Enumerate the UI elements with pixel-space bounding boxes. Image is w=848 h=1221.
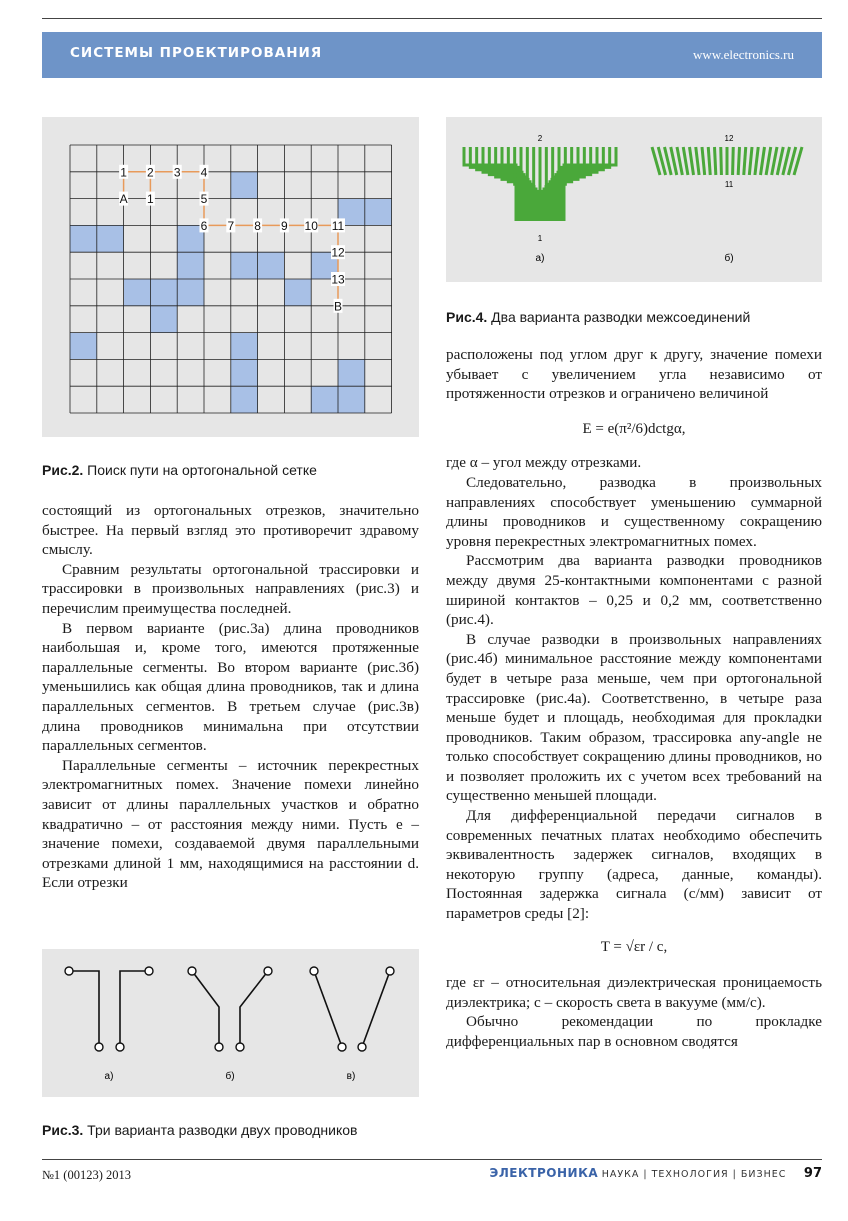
paragraph: расположены под углом друг к другу, значение помехи убывает с увеличением угла независимо от протяженности отрезков и ограничено величиной <box>446 346 822 403</box>
grid-label: 12 <box>331 245 345 260</box>
paragraph: В случае разводки в произвольных направлениях (рис.4б) минимальное расстояние между компонентами будет в четыре раза меньше, чем при ортогональной трассировке (рис.4а). Соответственно, в четыре раза меньше будет и площадь, необходимая для прокладки проводников. Таким образом, трассировка any-angle не только способствует сокращению длины проводников, но и позволяет проложить их с учетом всех требований на существенно меньшей площади. <box>446 630 822 805</box>
grid-label: A <box>119 192 128 207</box>
label-b: б) <box>225 1071 235 1082</box>
orthogonal-wiring-a <box>464 147 616 221</box>
bottom-rule <box>42 1159 822 1160</box>
anyangle-wiring-b <box>652 147 802 175</box>
label-a-top: 2 <box>537 134 543 143</box>
grid-label: 5 <box>200 192 208 207</box>
grid-label: 10 <box>304 218 318 233</box>
grid-label: 3 <box>173 165 181 180</box>
paragraph: Для дифференциальной передачи сигналов в современных печатных платах необходимо обеспечить эквивалентность задержек сигналов, входящих в некоторую группу (адреса, данные, команды). Постоянная задержка сигнала (с/мм) зависит от параметров среды [2]: <box>446 807 822 923</box>
grid-label: 2 <box>147 165 154 180</box>
section-title: СИСТЕМЫ ПРОЕКТИРОВАНИЯ <box>70 45 323 61</box>
orthogonal-grid <box>42 117 419 437</box>
top-rule <box>42 18 822 19</box>
paragraph: Сравним результаты ортогональной трассировки и трассировки в произвольных направлениях (рис.3) и перечислим преимущества последней. <box>42 560 419 617</box>
figure-3-caption: Рис.3. Три варианта разводки двух проводников <box>42 1122 358 1138</box>
formula-crosstalk: E = e(π²/6)dctgα, <box>582 420 686 437</box>
section-header <box>42 32 822 78</box>
page-number: 97 <box>803 1166 822 1181</box>
grid-label: 4 <box>200 165 208 180</box>
issue-number: №1 (00123) 2013 <box>42 1168 132 1182</box>
paragraph: где α – угол между отрезками. <box>446 454 642 472</box>
paragraph: Следовательно, разводка в произвольных направлениях способствует уменьшению суммарной длины проводников и существенному сокращению уровня перекрестных электромагнитных помех. <box>446 473 822 550</box>
figure-3 <box>42 949 419 1097</box>
grid-label: 1 <box>120 165 127 180</box>
right-column <box>446 345 822 1052</box>
figure-4-caption: Рис.4. Два варианта разводки межсоединений <box>446 309 751 325</box>
paragraph: В первом варианте (рис.3а) длина проводников наибольшая и, кроме того, имеются протяженные параллельные сегменты. Во втором варианте (рис.3б) уменьшились как общая длина проводников, так и длина параллельных сегментов. В третьем случае (рис.3в) длина проводников минимальна при отсутствии параллельных сегментов. <box>42 619 419 755</box>
label-a: а) <box>535 253 545 264</box>
label-a-bottom: 1 <box>537 234 543 243</box>
paragraph: Рассмотрим два варианта разводки проводников между двумя 25-контактными компонентами с разной шириной контактов – 0,25 и 0,2 мм, соответственно (рис.4). <box>446 552 822 629</box>
wiring-variants <box>446 117 822 282</box>
grid-label: 9 <box>281 218 288 233</box>
figure-4 <box>446 117 822 282</box>
label-b-bottom: 11 <box>724 180 734 189</box>
magazine-tagline: НАУКА | ТЕХНОЛОГИЯ | БИЗНЕС <box>601 1169 787 1180</box>
label-a: а) <box>104 1071 114 1082</box>
footer-brand <box>490 1166 822 1181</box>
grid-label: 13 <box>331 272 345 287</box>
paragraph: Параллельные сегменты – источник перекрестных электромагнитных помех. Значение помехи линейно зависит от длины параллельных участков и обратно квадратично – от расстояния между ними. Пусть e – значение помехи, создаваемой двумя параллельными отрезками длиной 1 мм, находящимися на расстоянии d. Если отрезки <box>42 756 419 892</box>
label-c: в) <box>346 1071 356 1082</box>
grid-label: 1 <box>147 192 154 207</box>
formula-delay: T = √εr / c, <box>600 938 668 955</box>
magazine-name: ЭЛЕКТРОНИКА <box>489 1166 599 1180</box>
grid-label: 8 <box>254 218 261 233</box>
figure-2 <box>42 117 419 437</box>
grid-label: 6 <box>200 218 208 233</box>
grid-label: B <box>333 299 343 314</box>
two-conductor-wiring <box>42 949 419 1097</box>
site-url: www.electronics.ru <box>693 47 794 62</box>
grid-label: 11 <box>331 218 345 233</box>
left-column <box>42 501 419 893</box>
paragraph: где εr – относительная диэлектрическая проницаемость диэлектрика; c – скорость света в вакууме (мм/с). <box>446 974 822 1011</box>
grid-label: 7 <box>227 218 235 233</box>
paragraph: состоящий из ортогональных отрезков, значительно быстрее. На первый взгляд это противоречит здравому смыслу. <box>42 502 419 559</box>
label-b: б) <box>724 253 734 264</box>
label-b-top: 12 <box>724 134 734 143</box>
figure-2-caption: Рис.2. Поиск пути на ортогональной сетке <box>42 462 317 478</box>
paragraph: Обычно рекомендации по прокладке дифференциальных пар в основном сводятся <box>446 1013 822 1050</box>
